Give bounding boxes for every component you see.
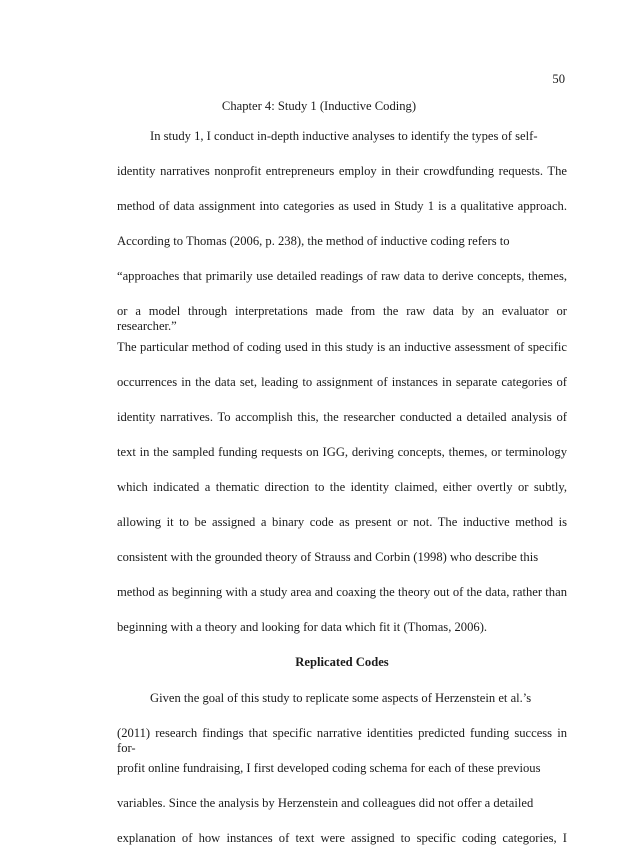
paragraph-line: allowing it to be assigned a binary code as present or not. The inductive method is [117, 515, 567, 530]
paragraph-line: (2011) research findings that specific narrative identities predicted funding success in for- [117, 725, 567, 755]
paragraph-line: or a model through interpretations made from the raw data by an evaluator or researcher.” [117, 304, 567, 334]
paragraph-line: In study 1, I conduct in-depth inductive analyses to identify the types of self- [150, 129, 538, 143]
paragraph-line: occurrences in the data set, leading to assignment of instances in separate categories of [117, 374, 567, 389]
page-number: 50 [552, 72, 565, 86]
paragraph-line: which indicated a thematic direction to the identity claimed, either overtly or subtly, [117, 479, 567, 494]
paragraph-line: text in the sampled funding requests on IGG, deriving concepts, themes, or terminology [117, 444, 567, 459]
paragraph-line: identity narratives nonprofit entrepreneurs employ in their crowdfunding requests. The [117, 164, 567, 179]
paragraph-line: The particular method of coding used in this study is an inductive assessment of specific [117, 339, 567, 354]
paragraph-study1 [117, 129, 567, 866]
paragraph-line: identity narratives. To accomplish this, the researcher conducted a detailed analysis of [117, 409, 567, 424]
paragraph-line: According to Thomas (2006, p. 238), the method of inductive coding refers to [117, 234, 510, 249]
paragraph-line: “approaches that primarily use detailed readings of raw data to derive concepts, themes, [117, 269, 567, 284]
paragraph-line: profit online fundraising, I first developed coding schema for each of these previous [117, 760, 541, 775]
paragraph-line: beginning with a theory and looking for data which fit it (Thomas, 2006). [117, 620, 488, 635]
section-heading: Replicated Codes [295, 655, 389, 670]
paragraph-line: method as beginning with a study area and coaxing the theory out of the data, rather than [117, 585, 567, 600]
paragraph-line: method of data assignment into categories as used in Study 1 is a qualitative approach. [117, 199, 567, 214]
paragraph-line: consistent with the grounded theory of Strauss and Corbin (1998) who describe this [117, 550, 539, 565]
paragraph-line: variables. Since the analysis by Herzenstein and colleagues did not offer a detailed [117, 795, 534, 810]
chapter-title: Chapter 4: Study 1 (Inductive Coding) [221, 99, 417, 113]
paragraph-line: Given the goal of this study to replicate some aspects of Herzenstein et al.’s [150, 690, 532, 705]
paragraph-line: explanation of how instances of text were assigned to specific coding categories, I [117, 830, 567, 845]
